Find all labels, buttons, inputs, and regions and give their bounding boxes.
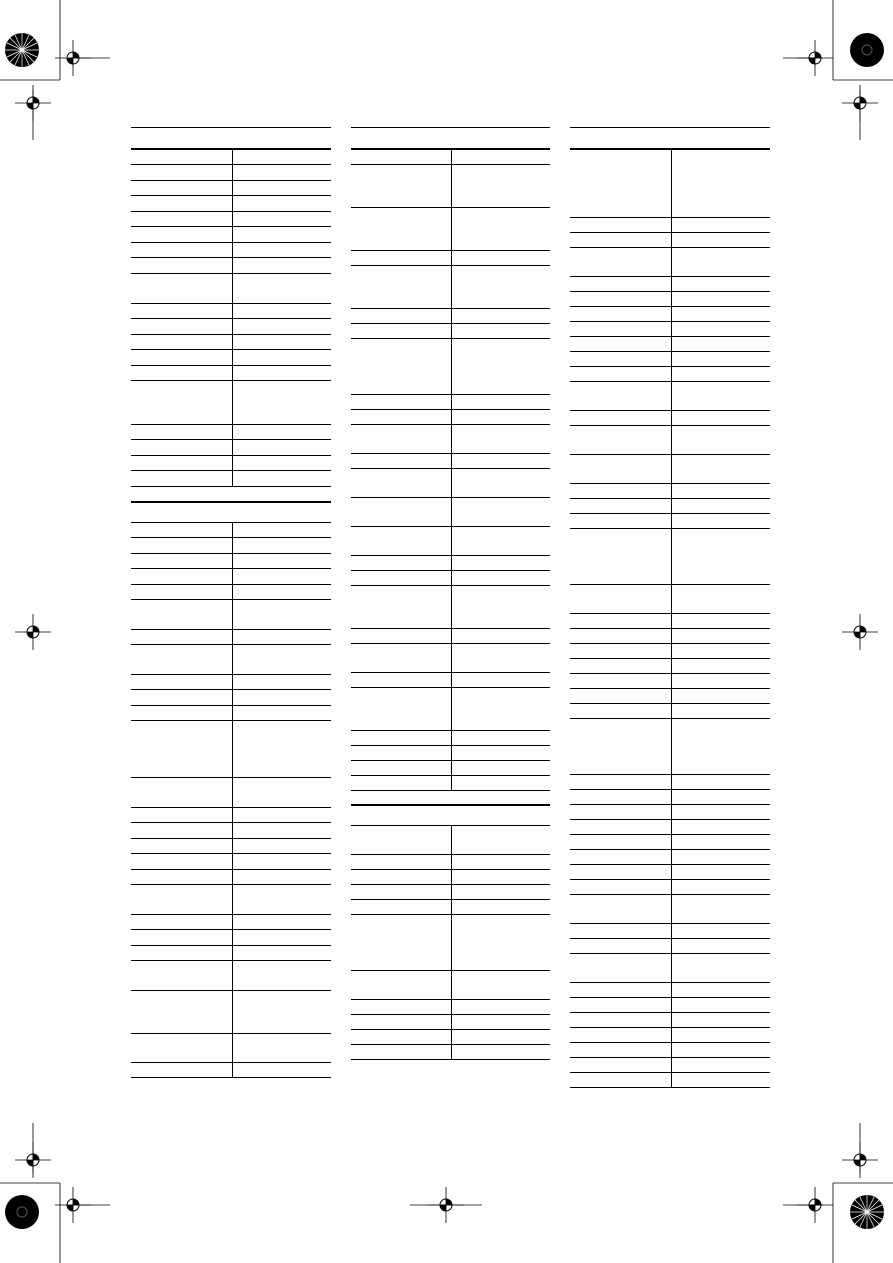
crosshair-mark — [797, 40, 833, 76]
crosshair-mark — [15, 85, 51, 121]
starburst-mark-filled — [5, 1195, 39, 1229]
starburst-mark — [5, 33, 39, 67]
crosshair-mark — [842, 614, 878, 650]
starburst-mark — [850, 1195, 884, 1229]
crosshair-mark — [842, 85, 878, 121]
crosshair-mark — [842, 1142, 878, 1178]
crosshair-mark — [15, 1142, 51, 1178]
starburst-mark-filled — [850, 33, 884, 67]
crosshair-mark — [55, 40, 91, 76]
crosshair-mark — [55, 1187, 91, 1223]
crosshair-mark — [797, 1187, 833, 1223]
crosshair-mark — [15, 614, 51, 650]
